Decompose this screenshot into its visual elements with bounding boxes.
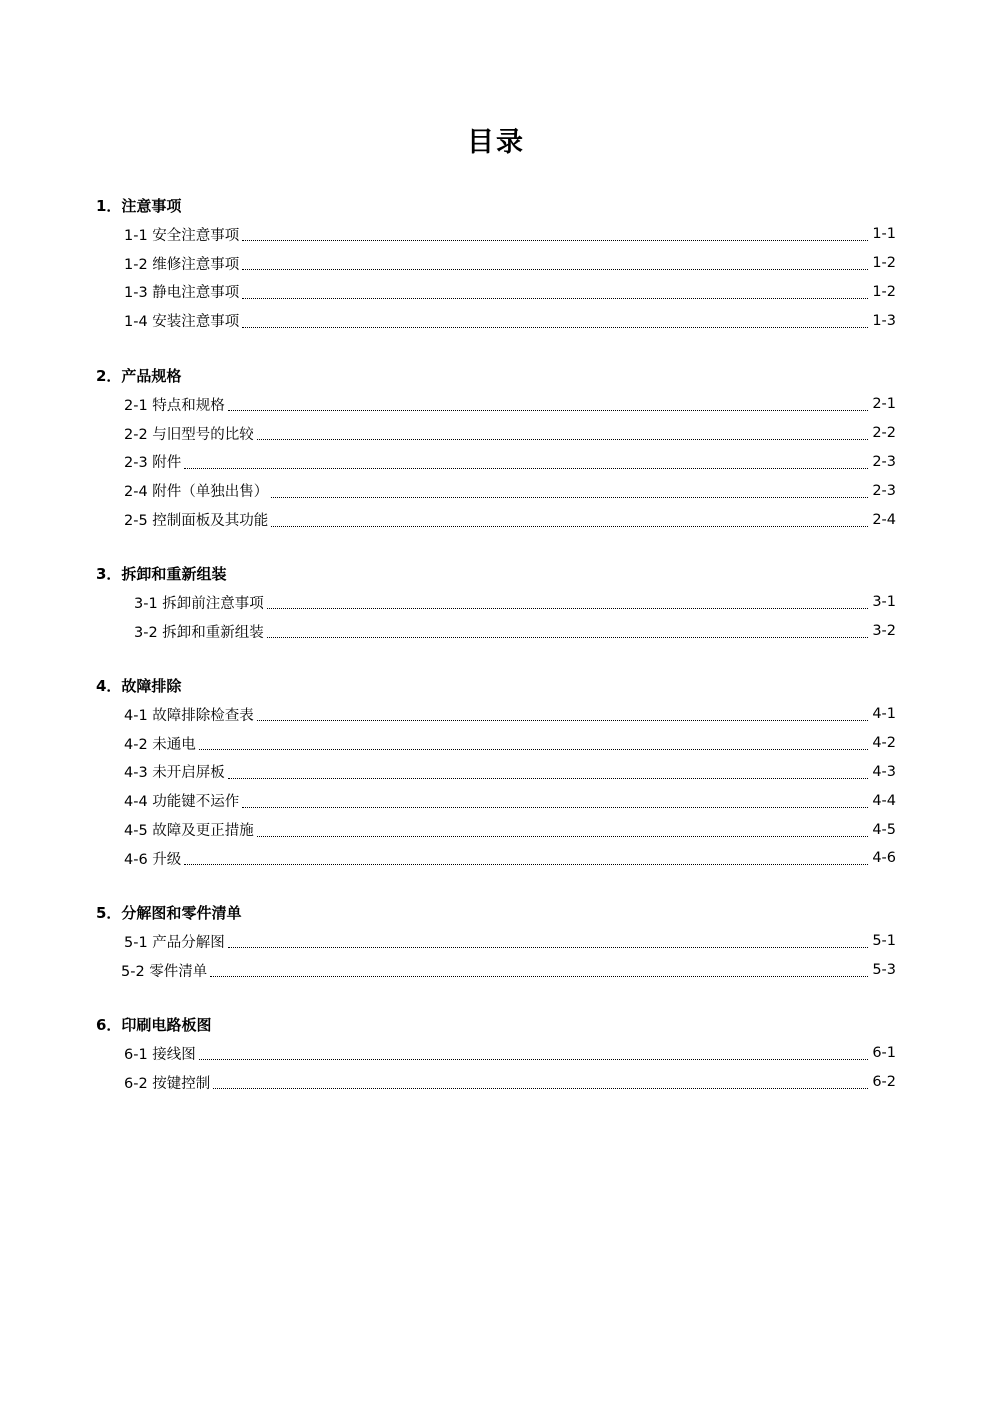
dot-leader — [267, 607, 869, 609]
toc-entry-label: 4-5 故障及更正措施 — [124, 823, 254, 840]
toc-entry-page: 1-1 — [872, 226, 896, 243]
toc-entry-page: 3-1 — [872, 594, 896, 611]
toc-entry-label: 4-3 未开启屏板 — [124, 765, 225, 782]
dot-leader — [271, 496, 868, 498]
toc-entry-label: 4-4 功能键不运作 — [124, 794, 240, 811]
dot-leader — [228, 409, 869, 411]
toc-entry[interactable] — [96, 249, 896, 278]
dot-leader — [184, 863, 868, 865]
toc-entry-page: 5-3 — [872, 962, 896, 979]
toc-entry-page: 1-2 — [872, 283, 896, 300]
toc-entry-label: 1-1 安全注意事项 — [124, 227, 240, 244]
dot-leader — [242, 806, 868, 808]
toc-entry-page: 4-4 — [872, 792, 896, 809]
toc-entry-page: 2-2 — [872, 425, 896, 442]
toc-entry-page: 2-4 — [872, 511, 896, 528]
dot-leader — [242, 326, 868, 328]
toc-entry-page: 4-1 — [872, 706, 896, 723]
dot-leader — [199, 748, 869, 750]
section-heading: 2．产品规格 — [96, 367, 182, 385]
toc-section-2 — [96, 362, 896, 534]
toc-entry-page: 5-1 — [872, 933, 896, 950]
toc-entry[interactable] — [96, 956, 896, 985]
dot-leader — [242, 268, 868, 270]
toc-entry[interactable] — [96, 700, 896, 729]
toc-entry-label: 3-2 拆卸和重新组装 — [134, 624, 264, 641]
toc-entry-label: 2-3 附件 — [124, 455, 182, 472]
toc-section-3 — [96, 560, 896, 646]
toc-entry-label: 5-1 产品分解图 — [124, 934, 225, 951]
dot-leader — [228, 946, 869, 948]
dot-leader — [271, 525, 868, 527]
dot-leader — [242, 239, 868, 241]
toc-entry-page: 2-1 — [872, 396, 896, 413]
toc-entry-label: 1-3 静电注意事项 — [124, 285, 240, 302]
dot-leader — [184, 467, 868, 469]
toc-entry-page: 6-1 — [872, 1045, 896, 1062]
toc-entry-label: 2-2 与旧型号的比较 — [124, 426, 254, 443]
toc-entry[interactable] — [96, 927, 896, 956]
dot-leader — [228, 777, 869, 779]
toc-section-1 — [96, 192, 896, 335]
toc-entry-page: 1-2 — [872, 255, 896, 272]
dot-leader — [267, 636, 869, 638]
toc-entry[interactable] — [96, 278, 896, 307]
toc-entry-page: 2-3 — [872, 453, 896, 470]
toc-section-5 — [96, 899, 896, 985]
section-heading: 6．印刷电路板图 — [96, 1016, 212, 1034]
toc-entry[interactable] — [96, 1039, 896, 1068]
toc-entry-label: 2-1 特点和规格 — [124, 397, 225, 414]
toc-entry[interactable] — [96, 815, 896, 844]
toc-section-4 — [96, 672, 896, 873]
toc-entry-page: 3-2 — [872, 623, 896, 640]
dot-leader — [213, 1087, 868, 1089]
section-heading: 1．注意事项 — [96, 197, 182, 215]
toc-entry-page: 6-2 — [872, 1074, 896, 1091]
dot-leader — [242, 297, 868, 299]
toc-entry[interactable] — [96, 505, 896, 534]
toc-entry-label: 2-5 控制面板及其功能 — [124, 513, 269, 530]
toc-entry[interactable] — [96, 306, 896, 335]
dot-leader — [199, 1058, 869, 1060]
dot-leader — [257, 719, 869, 721]
toc-entry-page: 4-6 — [872, 850, 896, 867]
toc-entry-label: 4-1 故障排除检查表 — [124, 707, 254, 724]
toc-entry[interactable] — [96, 617, 896, 646]
toc-entry-label: 4-2 未通电 — [124, 736, 196, 753]
section-heading: 5．分解图和零件清单 — [96, 904, 242, 922]
toc-entry-label: 6-1 接线图 — [124, 1046, 196, 1063]
toc-entry[interactable] — [96, 448, 896, 477]
toc-entry-label: 4-6 升级 — [124, 851, 182, 868]
toc-entry-page: 2-3 — [872, 482, 896, 499]
toc-entry[interactable] — [96, 844, 896, 873]
toc-entry[interactable] — [96, 758, 896, 787]
dot-leader — [257, 835, 869, 837]
toc-entry-page: 4-5 — [872, 821, 896, 838]
page-title: 目录 — [467, 127, 525, 158]
toc-entry[interactable] — [96, 1068, 896, 1097]
toc-entry-label: 1-2 维修注意事项 — [124, 256, 240, 273]
toc-entry-label: 3-1 拆卸前注意事项 — [134, 595, 264, 612]
toc-entry[interactable] — [96, 786, 896, 815]
dot-leader — [210, 975, 868, 977]
section-heading: 4．故障排除 — [96, 677, 182, 695]
toc-entry-label: 5-2 零件清单 — [121, 963, 208, 980]
toc-entry[interactable] — [96, 729, 896, 758]
toc-entry[interactable] — [96, 390, 896, 419]
section-heading: 3．拆卸和重新组装 — [96, 565, 227, 583]
toc-entry[interactable] — [96, 476, 896, 505]
toc-section-6 — [96, 1011, 896, 1097]
dot-leader — [257, 438, 869, 440]
toc-entry-label: 6-2 按键控制 — [124, 1075, 211, 1092]
toc-entry-label: 2-4 附件（单独出售） — [124, 484, 269, 501]
toc-entry-page: 1-3 — [872, 312, 896, 329]
toc-entry[interactable] — [96, 588, 896, 617]
toc-entry-label: 1-4 安装注意事项 — [124, 314, 240, 331]
toc-entry[interactable] — [96, 220, 896, 249]
toc-entry[interactable] — [96, 419, 896, 448]
toc-entry-page: 4-2 — [872, 735, 896, 752]
toc-entry-page: 4-3 — [872, 763, 896, 780]
